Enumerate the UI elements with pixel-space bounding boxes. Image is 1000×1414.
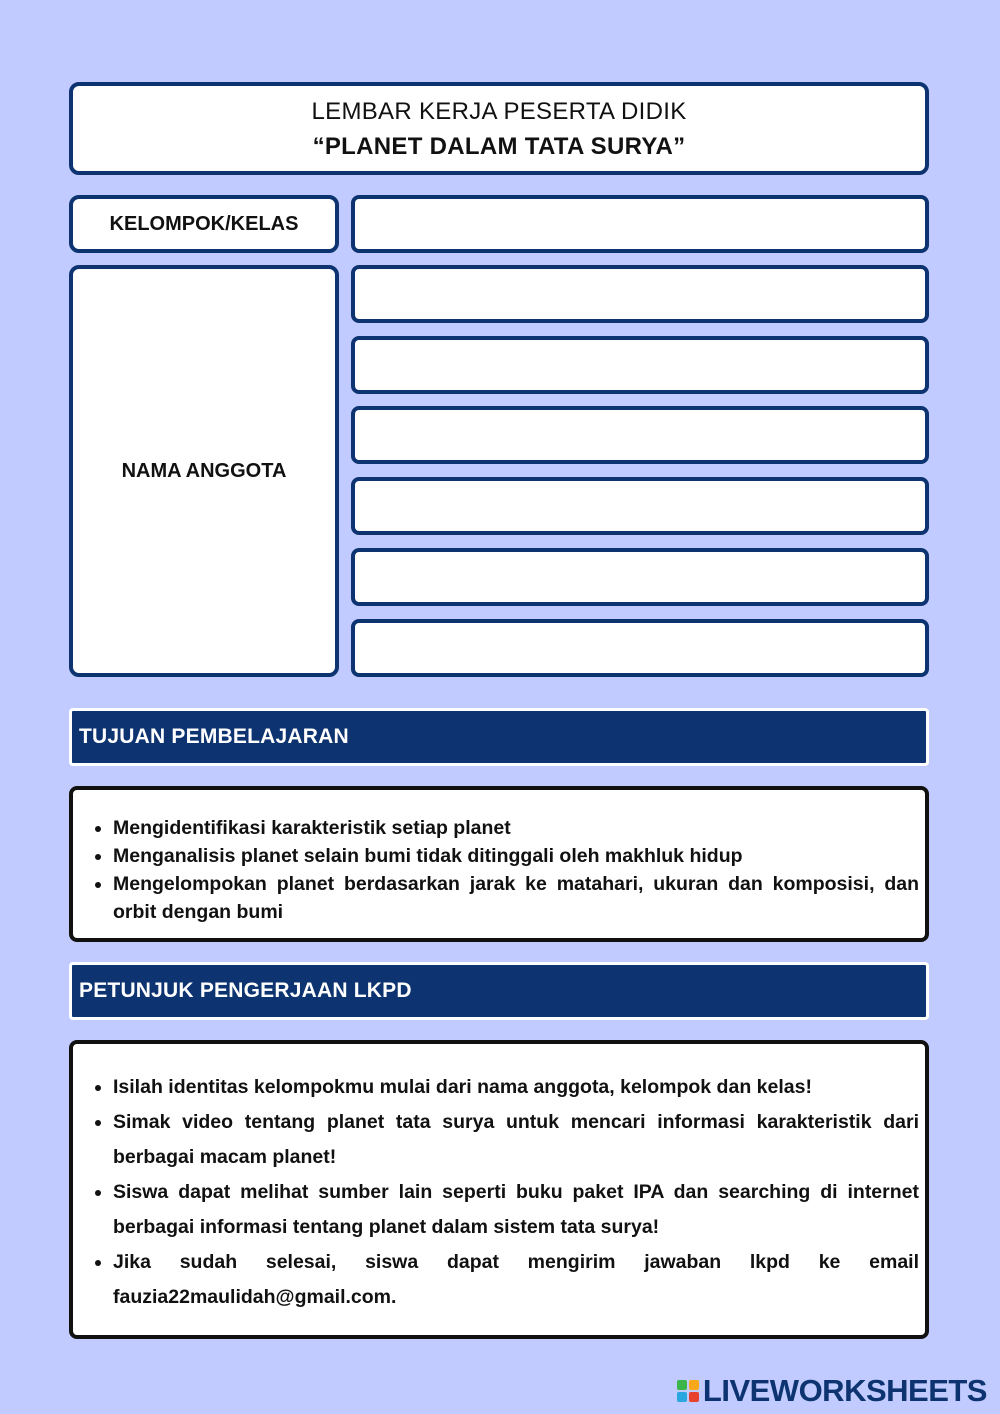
- objective-item: • Mengidentifikasi karakteristik setiap planet: [113, 814, 919, 842]
- instruction-item: • Isilah identitas kelompokmu mulai dari nama anggota, kelompok dan kelas!: [113, 1070, 919, 1105]
- worksheet-title: [69, 82, 929, 175]
- objective-item: • Menganalisis planet selain bumi tidak ditinggali oleh makhluk hidup: [113, 842, 919, 870]
- liveworksheets-brand[interactable]: [677, 1373, 987, 1409]
- group-class-label-box: [69, 195, 339, 253]
- member-names-label-box: [69, 265, 339, 677]
- instructions-list: [69, 1040, 929, 1339]
- member-name-input-4[interactable]: [351, 477, 929, 535]
- member-name-input-3[interactable]: [351, 406, 929, 464]
- title-line-1: LEMBAR KERJA PESERTA DIDIK: [311, 97, 687, 125]
- group-class-input[interactable]: [351, 195, 929, 253]
- instruction-item: • Siswa dapat melihat sumber lain seperti buku paket IPA dan searching di internet berbagai informasi tentang planet dalam sistem tata surya!: [113, 1175, 919, 1245]
- member-name-input-6[interactable]: [351, 619, 929, 677]
- instructions-heading: PETUNJUK PENGERJAAN LKPD: [69, 962, 929, 1020]
- member-names-label: NAMA ANGGOTA: [121, 459, 287, 482]
- objectives-list: [69, 786, 929, 942]
- logo-square: [689, 1392, 699, 1402]
- member-name-input-5[interactable]: [351, 548, 929, 606]
- instruction-item: • Jika sudah selesai, siswa dapat mengirim jawaban lkpd ke email fauzia22maulidah@gmail.com.: [113, 1245, 919, 1315]
- member-name-input-1[interactable]: [351, 265, 929, 323]
- member-name-input-2[interactable]: [351, 336, 929, 394]
- logo-square: [689, 1380, 699, 1390]
- group-class-label: KELOMPOK/KELAS: [109, 212, 299, 235]
- logo-square: [677, 1380, 687, 1390]
- brand-name: LIVEWORKSHEETS: [702, 1373, 987, 1408]
- instruction-item: • Simak video tentang planet tata surya untuk mencari informasi karakteristik dari berbagai macam planet!: [113, 1105, 919, 1175]
- objective-item: • Mengelompokan planet berdasarkan jarak ke matahari, ukuran dan komposisi, dan orbit dengan bumi: [113, 870, 919, 926]
- objectives-heading: TUJUAN PEMBELAJARAN: [69, 708, 929, 766]
- logo-square: [677, 1392, 687, 1402]
- title-line-2: “PLANET DALAM TATA SURYA”: [312, 132, 686, 160]
- liveworksheets-logo-icon: [677, 1380, 699, 1402]
